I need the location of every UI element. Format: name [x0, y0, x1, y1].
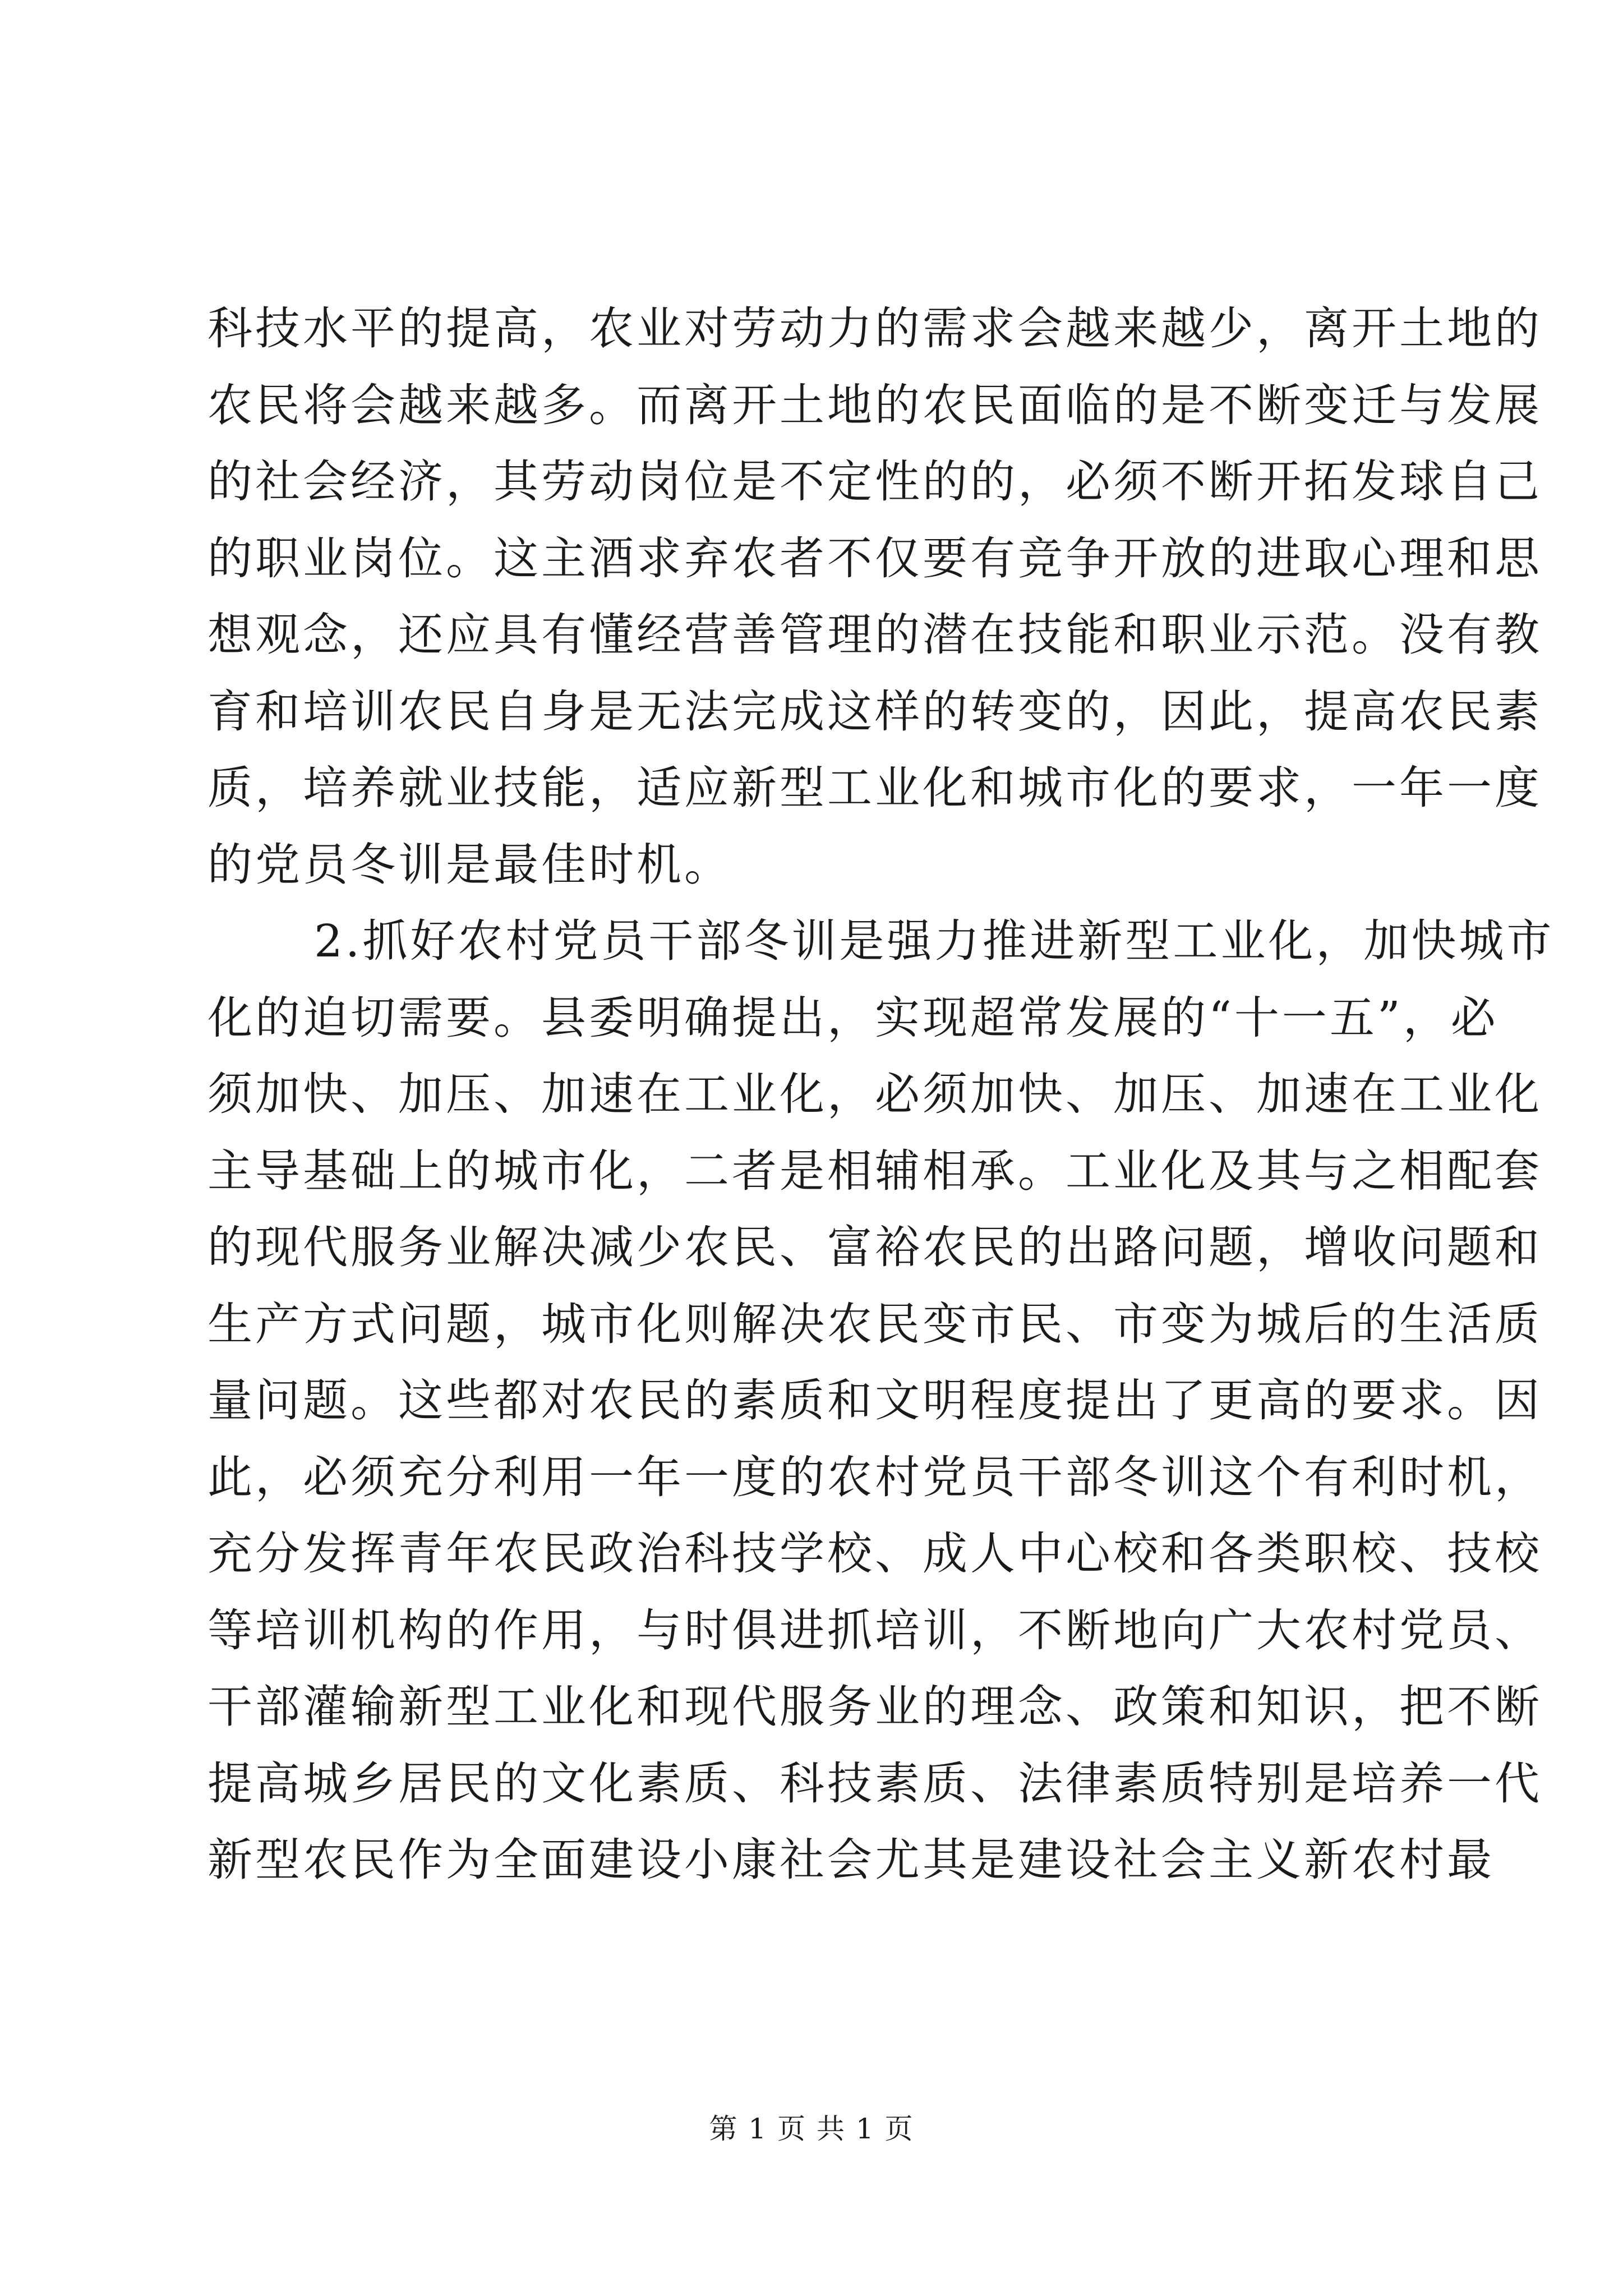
text-line: 质，培养就业技能，适应新型工业化和城市化的要求，一年一度: [208, 762, 1542, 814]
text-line: 农民将会越来越多。而离开土地的农民面临的是不断变迁与发展: [208, 379, 1542, 431]
text-line: 生产方式问题，城市化则解决农民变市民、市变为城后的生活质: [208, 1297, 1542, 1350]
text-line: 等培训机构的作用，与时俱进抓培训，不断地向广大农村党员、: [208, 1604, 1542, 1657]
text-line: 育和培训农民自身是无法完成这样的转变的，因此，提高农民素: [208, 685, 1542, 738]
page-footer: 第 1 页 共 1 页: [709, 2113, 914, 2145]
text-line: 化的迫切需要。县委明确提出，实现超常发展的“十一五”，必: [208, 991, 1498, 1044]
text-line: 新型农民作为全面建设小康社会尤其是建设社会主义新农村最: [208, 1834, 1495, 1886]
text-line: 想观念，还应具有懂经营善管理的潜在技能和职业示范。没有教: [208, 609, 1542, 661]
text-line: 此，必须充分利用一年一度的农村党员干部冬训这个有利时机，: [208, 1451, 1542, 1503]
paragraph-start-line: 2.抓好农村党员干部冬训是强力推进新型工业化，加快城市: [314, 915, 1555, 967]
text-line: 提高城乡居民的文化素质、科技素质、法律素质特别是培养一代: [208, 1757, 1542, 1810]
text-line: 科技水平的提高，农业对劳动力的需求会越来越少，离开土地的: [208, 302, 1542, 355]
text-line: 量问题。这些都对农民的素质和文明程度提出了更高的要求。因: [208, 1374, 1542, 1427]
text-line: 须加快、加压、加速在工业化，必须加快、加压、加速在工业化: [208, 1068, 1542, 1120]
text-line: 充分发挥青年农民政治科技学校、成人中心校和各类职校、技校: [208, 1527, 1542, 1580]
text-line: 的现代服务业解决减少农民、富裕农民的出路问题，增收问题和: [208, 1221, 1542, 1273]
text-line: 主导基础上的城市化，二者是相辅相承。工业化及其与之相配套: [208, 1144, 1542, 1197]
text-line: 干部灌输新型工业化和现代服务业的理念、政策和知识，把不断: [208, 1681, 1542, 1733]
text-line: 的职业岗位。这主酒求弃农者不仅要有竞争开放的进取心理和思: [208, 532, 1542, 585]
document-body: [208, 291, 1555, 1899]
text-line: 的社会经济，其劳动岗位是不定性的的，必须不断开拓发球自己: [208, 455, 1542, 508]
text-line: 的党员冬训是最佳时机。: [208, 838, 732, 891]
